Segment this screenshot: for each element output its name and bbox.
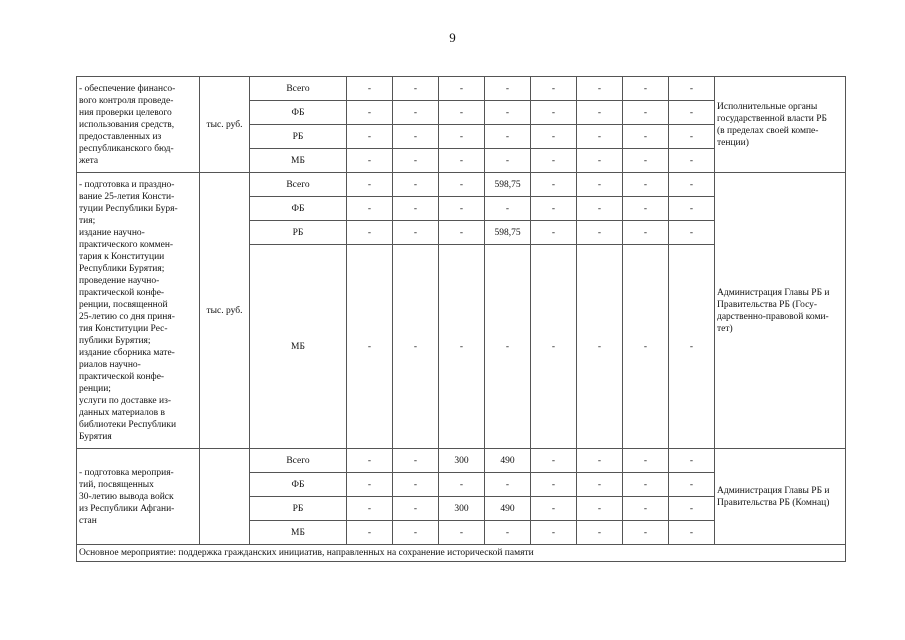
- text-line: ренции, посвященной: [79, 299, 168, 310]
- value-cell: 300: [439, 497, 485, 521]
- text-line: предоставленных из: [79, 131, 162, 142]
- text-line: тия Конституции Рес-: [79, 323, 168, 334]
- text-line: - подготовка мероприя-: [79, 467, 174, 478]
- value-cell: -: [439, 149, 485, 173]
- value-cell: -: [531, 149, 577, 173]
- value-cell: -: [577, 197, 623, 221]
- value-cell: -: [347, 449, 393, 473]
- main-activity-row: [77, 545, 846, 562]
- value-cell: -: [439, 101, 485, 125]
- value-cell: -: [577, 149, 623, 173]
- value-cell: -: [531, 173, 577, 197]
- value-cell: -: [439, 77, 485, 101]
- funding-source: МБ: [250, 245, 347, 449]
- text-line: библиотеки Республики: [79, 419, 177, 430]
- value-cell: -: [393, 521, 439, 545]
- text-line: услуги по доставке из-: [79, 395, 171, 406]
- value-cell: -: [669, 521, 715, 545]
- value-cell: -: [485, 101, 531, 125]
- funding-source: РБ: [250, 221, 347, 245]
- text-line: тет): [717, 323, 733, 334]
- unit-cell: [200, 449, 250, 545]
- value-cell: -: [531, 521, 577, 545]
- text-line: ния проверки целевого: [79, 107, 172, 118]
- value-cell: -: [439, 245, 485, 449]
- value-cell: -: [485, 473, 531, 497]
- funding-source: ФБ: [250, 197, 347, 221]
- text-line: 25-летию со дня приня-: [79, 311, 175, 322]
- text-line: использования средств,: [79, 119, 175, 130]
- value-cell: -: [577, 221, 623, 245]
- value-cell: -: [531, 77, 577, 101]
- value-cell: -: [669, 497, 715, 521]
- value-cell: -: [439, 125, 485, 149]
- text-line: тия;: [79, 215, 96, 226]
- value-cell: -: [485, 125, 531, 149]
- value-cell: -: [623, 473, 669, 497]
- value-cell: -: [347, 149, 393, 173]
- text-line: стан: [79, 515, 97, 526]
- value-cell: -: [577, 173, 623, 197]
- value-cell: -: [623, 497, 669, 521]
- activity-description: [77, 173, 200, 449]
- text-line: издание сборника мате-: [79, 347, 175, 358]
- text-line: государственной власти РБ: [717, 113, 827, 124]
- value-cell: -: [623, 449, 669, 473]
- value-cell: -: [393, 125, 439, 149]
- text-line: дарственно-правовой коми-: [717, 311, 829, 322]
- value-cell: 300: [439, 449, 485, 473]
- value-cell: -: [623, 77, 669, 101]
- value-cell: -: [623, 173, 669, 197]
- value-cell: -: [669, 245, 715, 449]
- value-cell: -: [623, 245, 669, 449]
- text-line: 30-летию вывода войск: [79, 491, 174, 502]
- value-cell: -: [669, 125, 715, 149]
- value-cell: 490: [485, 449, 531, 473]
- text-line: из Республики Афгани-: [79, 503, 175, 514]
- value-cell: -: [347, 521, 393, 545]
- value-cell: -: [439, 173, 485, 197]
- text-line: вого контроля проведе-: [79, 95, 174, 106]
- value-cell: -: [347, 101, 393, 125]
- value-cell: -: [393, 77, 439, 101]
- value-cell: -: [669, 449, 715, 473]
- value-cell: -: [623, 521, 669, 545]
- text-line: издание научно-: [79, 227, 145, 238]
- program-table: [76, 76, 846, 562]
- value-cell: -: [347, 473, 393, 497]
- text-line: Администрация Главы РБ и: [717, 287, 830, 298]
- value-cell: -: [393, 449, 439, 473]
- funding-source: МБ: [250, 521, 347, 545]
- text-line: тий, посвященных: [79, 479, 154, 490]
- value-cell: -: [531, 449, 577, 473]
- text-line: практического коммен-: [79, 239, 174, 250]
- value-cell: -: [393, 473, 439, 497]
- value-cell: -: [393, 101, 439, 125]
- value-cell: -: [439, 221, 485, 245]
- table-row: [77, 449, 846, 473]
- value-cell: -: [577, 125, 623, 149]
- text-line: Исполнительные органы: [717, 101, 818, 112]
- value-cell: -: [577, 101, 623, 125]
- value-cell: -: [393, 173, 439, 197]
- value-cell: -: [531, 497, 577, 521]
- value-cell: -: [669, 101, 715, 125]
- value-cell: 490: [485, 497, 531, 521]
- value-cell: -: [393, 245, 439, 449]
- text-line: республиканского бюд-: [79, 143, 174, 154]
- value-cell: -: [669, 473, 715, 497]
- value-cell: -: [577, 473, 623, 497]
- value-cell: -: [393, 197, 439, 221]
- value-cell: -: [623, 125, 669, 149]
- text-line: риалов научно-: [79, 359, 141, 370]
- value-cell: -: [531, 221, 577, 245]
- value-cell: -: [669, 173, 715, 197]
- activity-description: [77, 449, 200, 545]
- text-line: Бурятия: [79, 431, 112, 442]
- value-cell: -: [485, 77, 531, 101]
- activity-description: [77, 77, 200, 173]
- value-cell: -: [393, 149, 439, 173]
- funding-source: Всего: [250, 173, 347, 197]
- value-cell: -: [485, 245, 531, 449]
- value-cell: -: [439, 521, 485, 545]
- value-cell: -: [393, 221, 439, 245]
- value-cell: -: [623, 101, 669, 125]
- value-cell: -: [669, 77, 715, 101]
- value-cell: -: [347, 197, 393, 221]
- value-cell: -: [531, 245, 577, 449]
- text-line: Республики Бурятия;: [79, 263, 165, 274]
- value-cell: 598,75: [485, 173, 531, 197]
- text-line: жета: [79, 155, 99, 166]
- funding-source: РБ: [250, 497, 347, 521]
- value-cell: -: [623, 221, 669, 245]
- funding-source: МБ: [250, 149, 347, 173]
- table-body: [77, 77, 846, 562]
- value-cell: -: [669, 221, 715, 245]
- text-line: ренции;: [79, 383, 111, 394]
- value-cell: -: [439, 197, 485, 221]
- funding-source: РБ: [250, 125, 347, 149]
- value-cell: -: [347, 77, 393, 101]
- funding-source: ФБ: [250, 473, 347, 497]
- value-cell: -: [669, 197, 715, 221]
- unit-cell: тыс. руб.: [200, 77, 250, 173]
- text-line: практической конфе-: [79, 371, 165, 382]
- value-cell: -: [485, 197, 531, 221]
- text-line: (в пределах своей компе-: [717, 125, 819, 136]
- text-line: Правительства РБ (Госу-: [717, 299, 818, 310]
- value-cell: -: [485, 521, 531, 545]
- value-cell: -: [347, 173, 393, 197]
- value-cell: -: [531, 125, 577, 149]
- text-line: тенции): [717, 137, 749, 148]
- text-line: Администрация Главы РБ и: [717, 485, 830, 496]
- value-cell: -: [485, 149, 531, 173]
- unit-cell: тыс. руб.: [200, 173, 250, 449]
- value-cell: -: [347, 245, 393, 449]
- value-cell: -: [531, 473, 577, 497]
- funding-source: Всего: [250, 449, 347, 473]
- responsible-executor: [715, 173, 846, 449]
- value-cell: -: [347, 497, 393, 521]
- main-activity-text: Основное мероприятие: поддержка гражданских инициатив, направленных на сохранение исторической памяти: [77, 545, 846, 562]
- value-cell: -: [531, 101, 577, 125]
- text-line: данных материалов в: [79, 407, 165, 418]
- funding-source: ФБ: [250, 101, 347, 125]
- value-cell: -: [577, 77, 623, 101]
- funding-source: Всего: [250, 77, 347, 101]
- value-cell: -: [347, 221, 393, 245]
- value-cell: -: [531, 197, 577, 221]
- value-cell: -: [577, 497, 623, 521]
- table-row: [77, 77, 846, 101]
- value-cell: -: [393, 497, 439, 521]
- value-cell: -: [669, 149, 715, 173]
- text-line: проведение научно-: [79, 275, 160, 286]
- text-line: - подготовка и праздно-: [79, 179, 175, 190]
- text-line: тария к Конституции: [79, 251, 165, 262]
- text-line: - обеспечение финансо-: [79, 83, 176, 94]
- value-cell: -: [439, 473, 485, 497]
- text-line: публики Бурятия;: [79, 335, 151, 346]
- value-cell: -: [577, 245, 623, 449]
- text-line: вание 25-летия Консти-: [79, 191, 175, 202]
- value-cell: -: [623, 197, 669, 221]
- text-line: туции Республики Буря-: [79, 203, 178, 214]
- value-cell: -: [623, 149, 669, 173]
- page-number: 9: [449, 30, 456, 45]
- responsible-executor: [715, 77, 846, 173]
- table-row: [77, 173, 846, 197]
- value-cell: -: [347, 125, 393, 149]
- text-line: Правительства РБ (Комнац): [717, 497, 830, 508]
- value-cell: 598,75: [485, 221, 531, 245]
- text-line: практической конфе-: [79, 287, 165, 298]
- value-cell: -: [577, 449, 623, 473]
- responsible-executor: [715, 449, 846, 545]
- value-cell: -: [577, 521, 623, 545]
